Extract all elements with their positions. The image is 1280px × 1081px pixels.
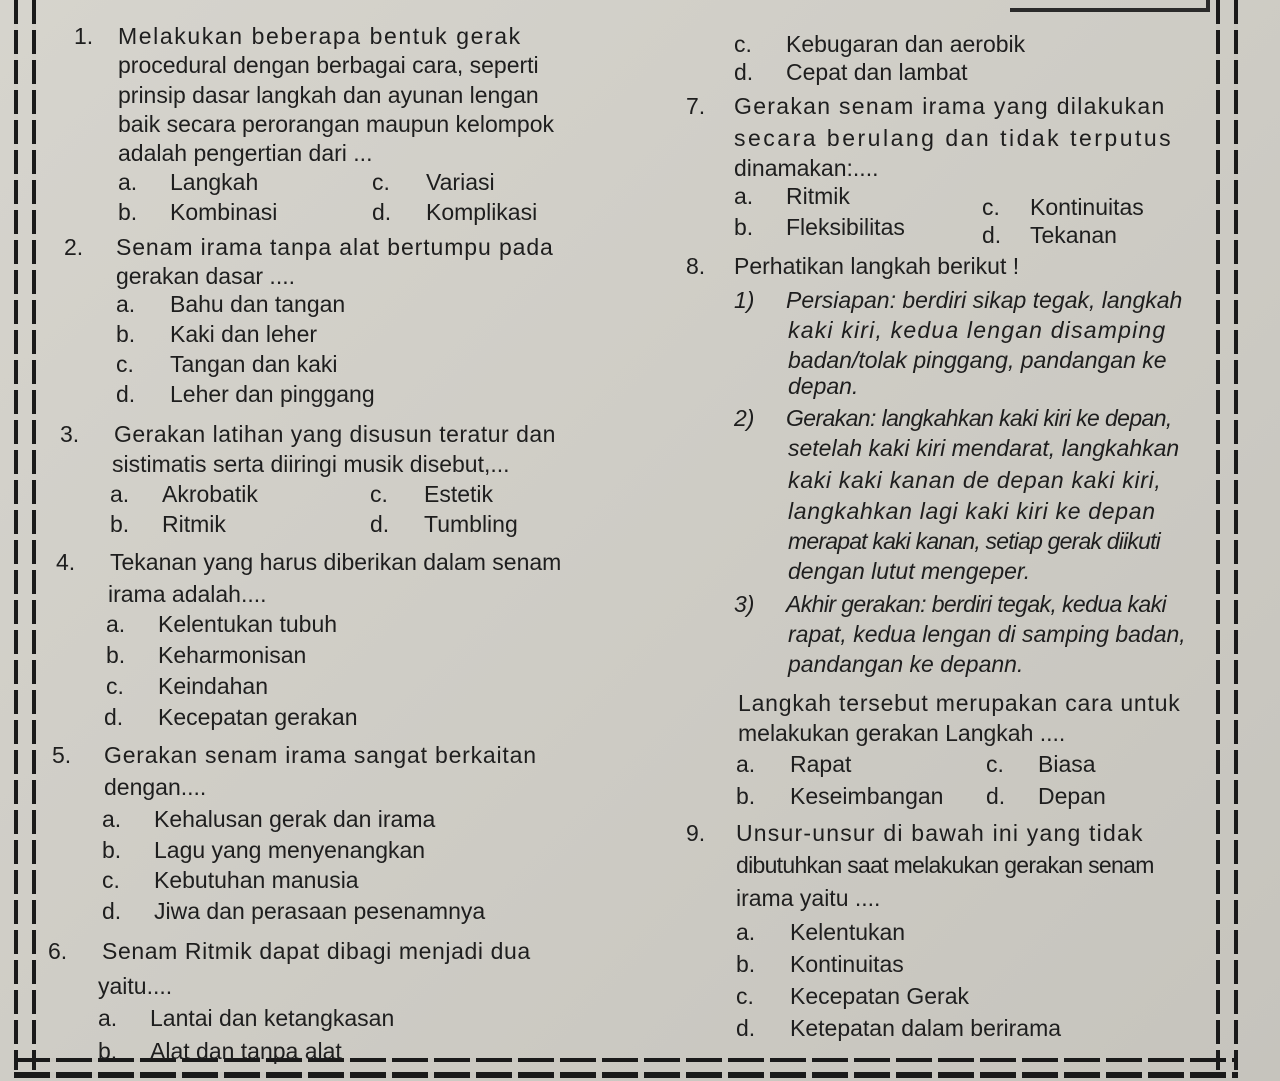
question-text: secara berulang dan tidak terputus <box>734 125 1174 151</box>
option-letter: b. <box>98 1038 118 1064</box>
option-letter: a. <box>106 611 126 637</box>
option-text: Kecepatan Gerak <box>790 983 970 1009</box>
step-text: depan. <box>788 373 859 399</box>
option-letter: a. <box>118 169 138 195</box>
question-number: 1. <box>74 23 94 49</box>
option-text: Kehalusan gerak dan irama <box>154 806 436 832</box>
question-number: 3. <box>60 421 80 447</box>
option-text: Kelentukan tubuh <box>158 611 338 637</box>
question-number: 4. <box>56 549 76 575</box>
option-letter: b. <box>734 214 754 240</box>
option-letter: a. <box>736 919 756 945</box>
question-text: sistimatis serta diiringi musik disebut,... <box>112 451 510 477</box>
option-text: Ritmik <box>162 511 226 537</box>
option-letter: c. <box>370 481 388 507</box>
option-letter: d. <box>102 898 122 924</box>
question-text: Tekanan yang harus diberikan dalam senam <box>110 549 562 575</box>
option-letter: c. <box>736 983 754 1009</box>
step-text: Gerakan: langkahkan kaki kiri ke depan, <box>786 405 1172 431</box>
step-text: dengan lutut mengeper. <box>788 558 1031 584</box>
option-text: Ritmik <box>786 183 850 209</box>
question-text: irama yaitu .... <box>736 885 881 911</box>
option-letter: c. <box>372 169 390 195</box>
option-text: Fleksibilitas <box>786 214 905 240</box>
option-letter: d. <box>370 511 390 537</box>
option-letter: c. <box>734 31 752 57</box>
question-text: Perhatikan langkah berikut ! <box>734 253 1020 279</box>
step-text: langkahkan lagi kaki kiri ke depan <box>788 498 1156 524</box>
option-text: Kaki dan leher <box>170 321 318 347</box>
option-letter: b. <box>116 321 136 347</box>
question-number: 8. <box>686 253 706 279</box>
question-number: 9. <box>686 820 706 846</box>
option-text: Keseimbangan <box>790 783 944 809</box>
decorative-line-top <box>1010 8 1210 12</box>
step-text: kaki kiri, kedua lengan disamping <box>788 317 1167 343</box>
question-number: 6. <box>48 938 68 964</box>
option-letter: c. <box>116 351 134 377</box>
step-text: badan/tolak pinggang, pandangan ke <box>788 347 1167 373</box>
option-text: Langkah <box>170 169 259 195</box>
option-text: Tangan dan kaki <box>170 351 338 377</box>
question-text: Senam Ritmik dapat dibagi menjadi dua <box>102 938 531 964</box>
step-text: kaki kaki kanan de depan kaki kiri, <box>788 467 1162 493</box>
question-text: procedural dengan berbagai cara, seperti <box>118 52 539 78</box>
option-letter: b. <box>106 642 126 668</box>
decorative-line-top-corner <box>1206 0 1210 12</box>
option-letter: a. <box>116 291 136 317</box>
option-letter: c. <box>106 673 124 699</box>
option-text: Keindahan <box>158 673 268 699</box>
option-text: Depan <box>1038 783 1106 809</box>
option-text: Cepat dan lambat <box>786 59 968 85</box>
option-text: Estetik <box>424 481 494 507</box>
question-text: gerakan dasar .... <box>116 263 295 289</box>
step-text: Akhir gerakan: berdiri tegak, kedua kaki <box>786 591 1166 617</box>
question-text: yaitu.... <box>98 973 173 999</box>
option-text: Akrobatik <box>162 481 258 507</box>
option-letter: c. <box>102 867 120 893</box>
option-text: Kebugaran dan aerobik <box>786 31 1026 57</box>
option-text: Lagu yang menyenangkan <box>154 837 426 863</box>
question-text: prinsip dasar langkah dan ayunan lengan <box>118 82 539 108</box>
option-letter: a. <box>102 806 122 832</box>
option-letter: a. <box>734 183 754 209</box>
option-letter: d. <box>372 199 392 225</box>
option-text: Rapat <box>790 751 852 777</box>
step-text: setelah kaki kiri mendarat, langkahkan <box>788 435 1180 461</box>
option-text: Bahu dan tangan <box>170 291 346 317</box>
option-text: Komplikasi <box>426 199 538 225</box>
question-number: 5. <box>52 742 72 768</box>
option-text: Tekanan <box>1030 222 1117 248</box>
question-text: dinamakan:.... <box>734 155 879 181</box>
option-letter: d. <box>104 704 124 730</box>
option-text: Kecepatan gerakan <box>158 704 358 730</box>
step-number: 1) <box>734 287 755 313</box>
option-text: Variasi <box>426 169 495 195</box>
option-letter: c. <box>982 194 1000 220</box>
question-number: 7. <box>686 93 706 119</box>
question-text: Gerakan latihan yang disusun teratur dan <box>114 421 556 447</box>
question-text: Unsur-unsur di bawah ini yang tidak <box>736 820 1144 846</box>
question-text: melakukan gerakan Langkah .... <box>738 720 1066 746</box>
option-text: Biasa <box>1038 751 1096 777</box>
step-text: merapat kaki kanan, setiap gerak diikuti <box>788 528 1160 554</box>
decorative-border-right <box>1216 0 1238 1070</box>
option-text: Tumbling <box>424 511 518 537</box>
option-text: Alat dan tanpa alat <box>150 1038 342 1064</box>
option-letter: a. <box>736 751 756 777</box>
question-text: Senam irama tanpa alat bertumpu pada <box>116 234 554 260</box>
option-letter: d. <box>116 381 136 407</box>
option-text: Lantai dan ketangkasan <box>150 1005 395 1031</box>
option-letter: a. <box>98 1005 118 1031</box>
option-text: Kombinasi <box>170 199 278 225</box>
option-text: Jiwa dan perasaan pesenamnya <box>154 898 486 924</box>
option-text: Leher dan pinggang <box>170 381 375 407</box>
step-number: 3) <box>734 591 755 617</box>
question-text: adalah pengertian dari ... <box>118 140 373 166</box>
option-letter: b. <box>736 951 756 977</box>
option-letter: d. <box>982 222 1002 248</box>
option-text: Kontinuitas <box>1030 194 1144 220</box>
option-letter: a. <box>110 481 130 507</box>
option-letter: b. <box>736 783 756 809</box>
option-letter: c. <box>986 751 1004 777</box>
step-text: pandangan ke depann. <box>788 651 1024 677</box>
question-text: dengan.... <box>104 774 207 800</box>
option-letter: d. <box>734 59 754 85</box>
option-text: Kelentukan <box>790 919 906 945</box>
option-letter: d. <box>736 1015 756 1041</box>
step-text: rapat, kedua lengan di samping badan, <box>788 621 1186 647</box>
option-text: Keharmonisan <box>158 642 307 668</box>
option-text: Kebutuhan manusia <box>154 867 359 893</box>
question-text: dibutuhkan saat melakukan gerakan senam <box>736 852 1154 878</box>
question-text: irama adalah.... <box>108 581 267 607</box>
question-text: Gerakan senam irama sangat berkaitan <box>104 742 537 768</box>
decorative-border-left <box>14 0 36 1070</box>
option-letter: b. <box>110 511 130 537</box>
option-letter: b. <box>118 199 138 225</box>
option-text: Kontinuitas <box>790 951 904 977</box>
question-text: Langkah tersebut merupakan cara untuk <box>738 690 1181 716</box>
option-letter: d. <box>986 783 1006 809</box>
option-letter: b. <box>102 837 122 863</box>
question-text: Gerakan senam irama yang dilakukan <box>734 93 1166 119</box>
question-number: 2. <box>64 234 84 260</box>
option-text: Ketepatan dalam berirama <box>790 1015 1062 1041</box>
question-text: Melakukan beberapa bentuk gerak <box>118 23 522 49</box>
question-text: baik secara perorangan maupun kelompok <box>118 111 554 137</box>
step-text: Persiapan: berdiri sikap tegak, langkah <box>786 287 1183 313</box>
step-number: 2) <box>734 405 755 431</box>
